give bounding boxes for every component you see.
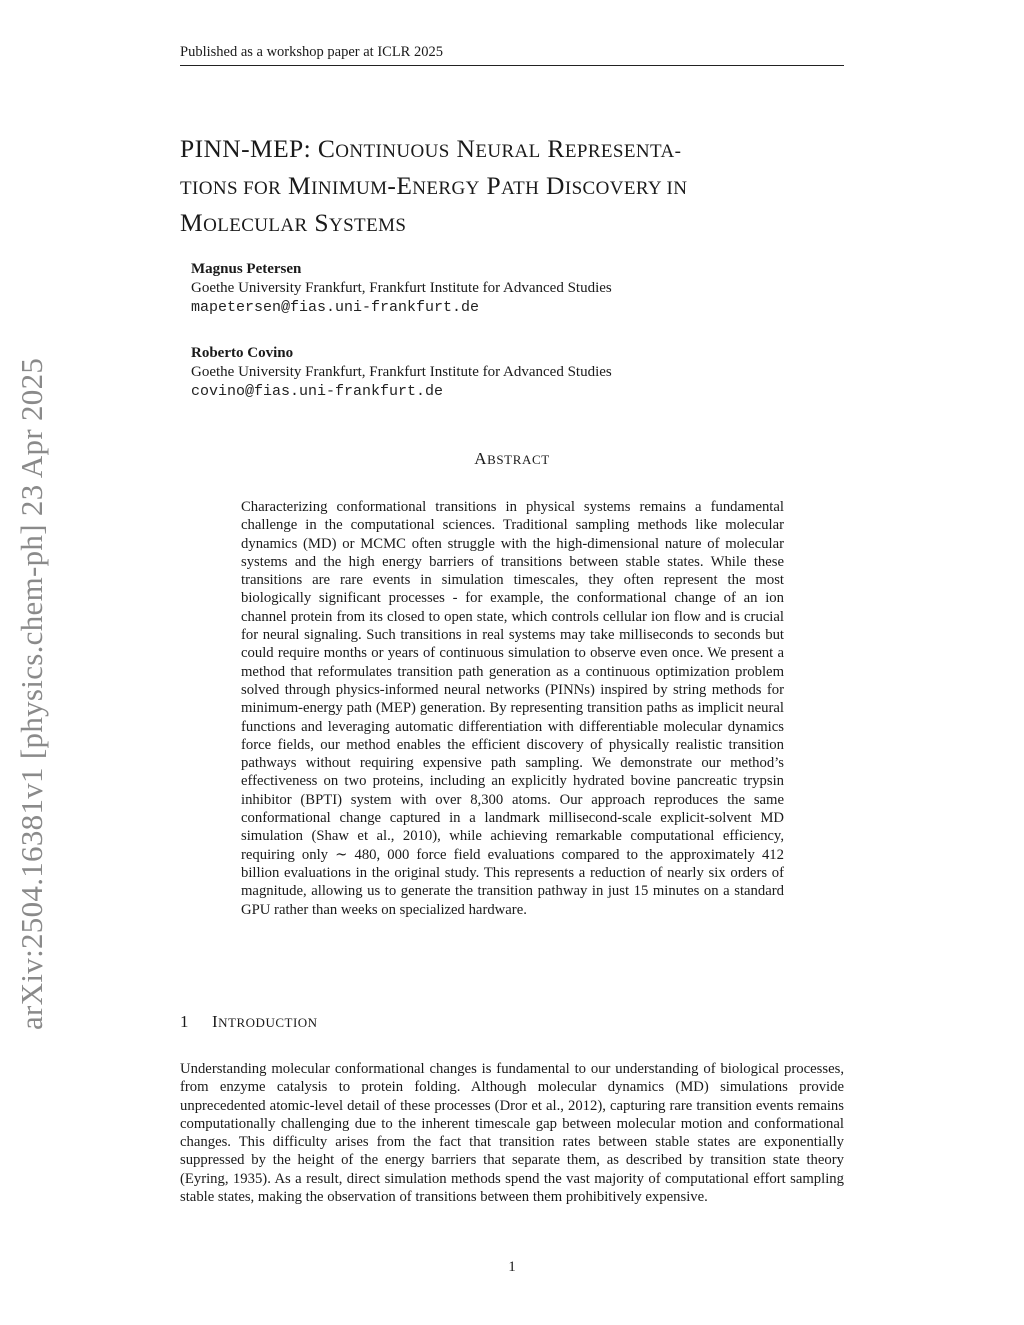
author-email[interactable]: covino@fias.uni-frankfurt.de (191, 383, 444, 400)
title-line-1 (180, 132, 850, 169)
author-email[interactable]: mapetersen@fias.uni-frankfurt.de (191, 299, 480, 316)
abstract-heading-rest: BSTRACT (487, 452, 550, 467)
title-line-2 (180, 169, 850, 206)
author-block (191, 344, 811, 401)
title-fragment: -E (387, 171, 413, 200)
title-fragment: PINN-MEP: C (180, 134, 336, 163)
section-heading-initial: I (212, 1012, 219, 1031)
title-fragment: R (540, 134, 565, 163)
paper-title (180, 132, 850, 243)
title-fragment: INIMUM (311, 178, 388, 199)
introduction-paragraph: Understanding molecular conformational changes is fundamental to our understanding of biological processes, from enzyme catalysis to protein folding. Although molecular dynamics (MD) simulations provide unprecedented atomic-level detail of these processes (Dror et al., 2012), capturing rare transition events remains computationally challenging due to the inherent timescale gap between molecular motion and conformational changes. This difficulty arises from the fact that transition rates between stable states are exponentially suppressed by the height of the energy barriers that separate them, as described by transition state theory (Eyring, 1935). As a result, direct simulation methods spend the vast majority of computational effort sampling stable states, making the observation of transitions between them prohibitively expensive. (180, 1061, 844, 1206)
title-line-3 (180, 206, 850, 243)
title-fragment: OLECULAR (203, 215, 308, 236)
title-fragment: YSTEMS (328, 215, 407, 236)
abstract-body: Characterizing conformational transitions in physical systems remains a fundamental challenge in the computational sciences. Traditional sampling methods like molecular dynamics (MD) or MCMC often struggle with the high-dimensional nature of molecular systems and the high energy barriers of transitions between stable states. While these transitions are rare events in simulation timescales, they often represent the most biologically significant processes - for example, the conformational change of an ion channel protein from its closed to open state, which controls cellular ion flow and is crucial for neural signaling. Such transitions in real systems may take milliseconds to seconds but could require months or years of continuous simulation to observe even once. We present a method that reformulates transition path generation as a continuous optimization problem solved through physics-informed neural networks (PINNs) inspired by string methods for minimum-energy path (MEP) generation. By representing transition paths as implicit neural functions and leveraging automatic differentiation with differentiable molecular dynamics force fields, our method enables the efficient discovery of physically realistic transition pathways without requiring expensive path sampling. We demonstrate our method’s effectiveness on two proteins, including an explicitly hydrated bovine pancreatic trypsin inhibitor (BPTI) system with over 8,300 atoms. Our approach reproduces the same conformational change captured in a landmark millisecond-scale explicit-solvent MD simulation (Shaw et al., 2010), while achieving remarkable computational efficiency, requiring only ∼ 480, 000 force field evaluations compared to the approximately 412 billion evaluations in the original study. This represents a reduction of nearly six orders of magnitude, allowing us to generate the transition pathway in just 15 minutes on a standard GPU rather than weeks on specialized hardware. (241, 499, 784, 918)
title-fragment: P (479, 171, 502, 200)
title-fragment: EPRESENTA- (564, 141, 682, 162)
author-block (191, 260, 811, 317)
title-fragment: TIONS FOR (180, 178, 282, 199)
running-header: Published as a workshop paper at ICLR 2025 (180, 44, 844, 66)
title-fragment: S (307, 208, 329, 237)
title-fragment: ONTINUOUS (335, 141, 450, 162)
abstract-heading (0, 449, 1024, 469)
author-name: Roberto Covino (191, 345, 294, 361)
abstract-heading-initial: A (474, 449, 488, 468)
section-heading-introduction (180, 1012, 580, 1032)
title-fragment: N (449, 134, 476, 163)
author-affiliation: Goethe University Frankfurt, Frankfurt Institute for Advanced Studies (191, 364, 612, 380)
title-fragment: EURAL (475, 141, 541, 162)
title-fragment: D (539, 171, 565, 200)
section-heading-rest: NTRODUCTION (218, 1015, 318, 1030)
title-fragment: NERGY (412, 178, 480, 199)
title-fragment: M (281, 171, 312, 200)
arxiv-sidebar-stamp: arXiv:2504.16381v1 [physics.chem-ph] 23 Apr 2025 (14, 357, 49, 1030)
title-fragment: ISCOVERY IN (564, 178, 688, 199)
page-number: 1 (508, 1259, 516, 1275)
title-fragment: ATH (501, 178, 540, 199)
section-number: 1 (180, 1012, 189, 1031)
author-affiliation: Goethe University Frankfurt, Frankfurt Institute for Advanced Studies (191, 280, 612, 296)
title-fragment: M (180, 208, 204, 237)
author-name: Magnus Petersen (191, 261, 302, 277)
